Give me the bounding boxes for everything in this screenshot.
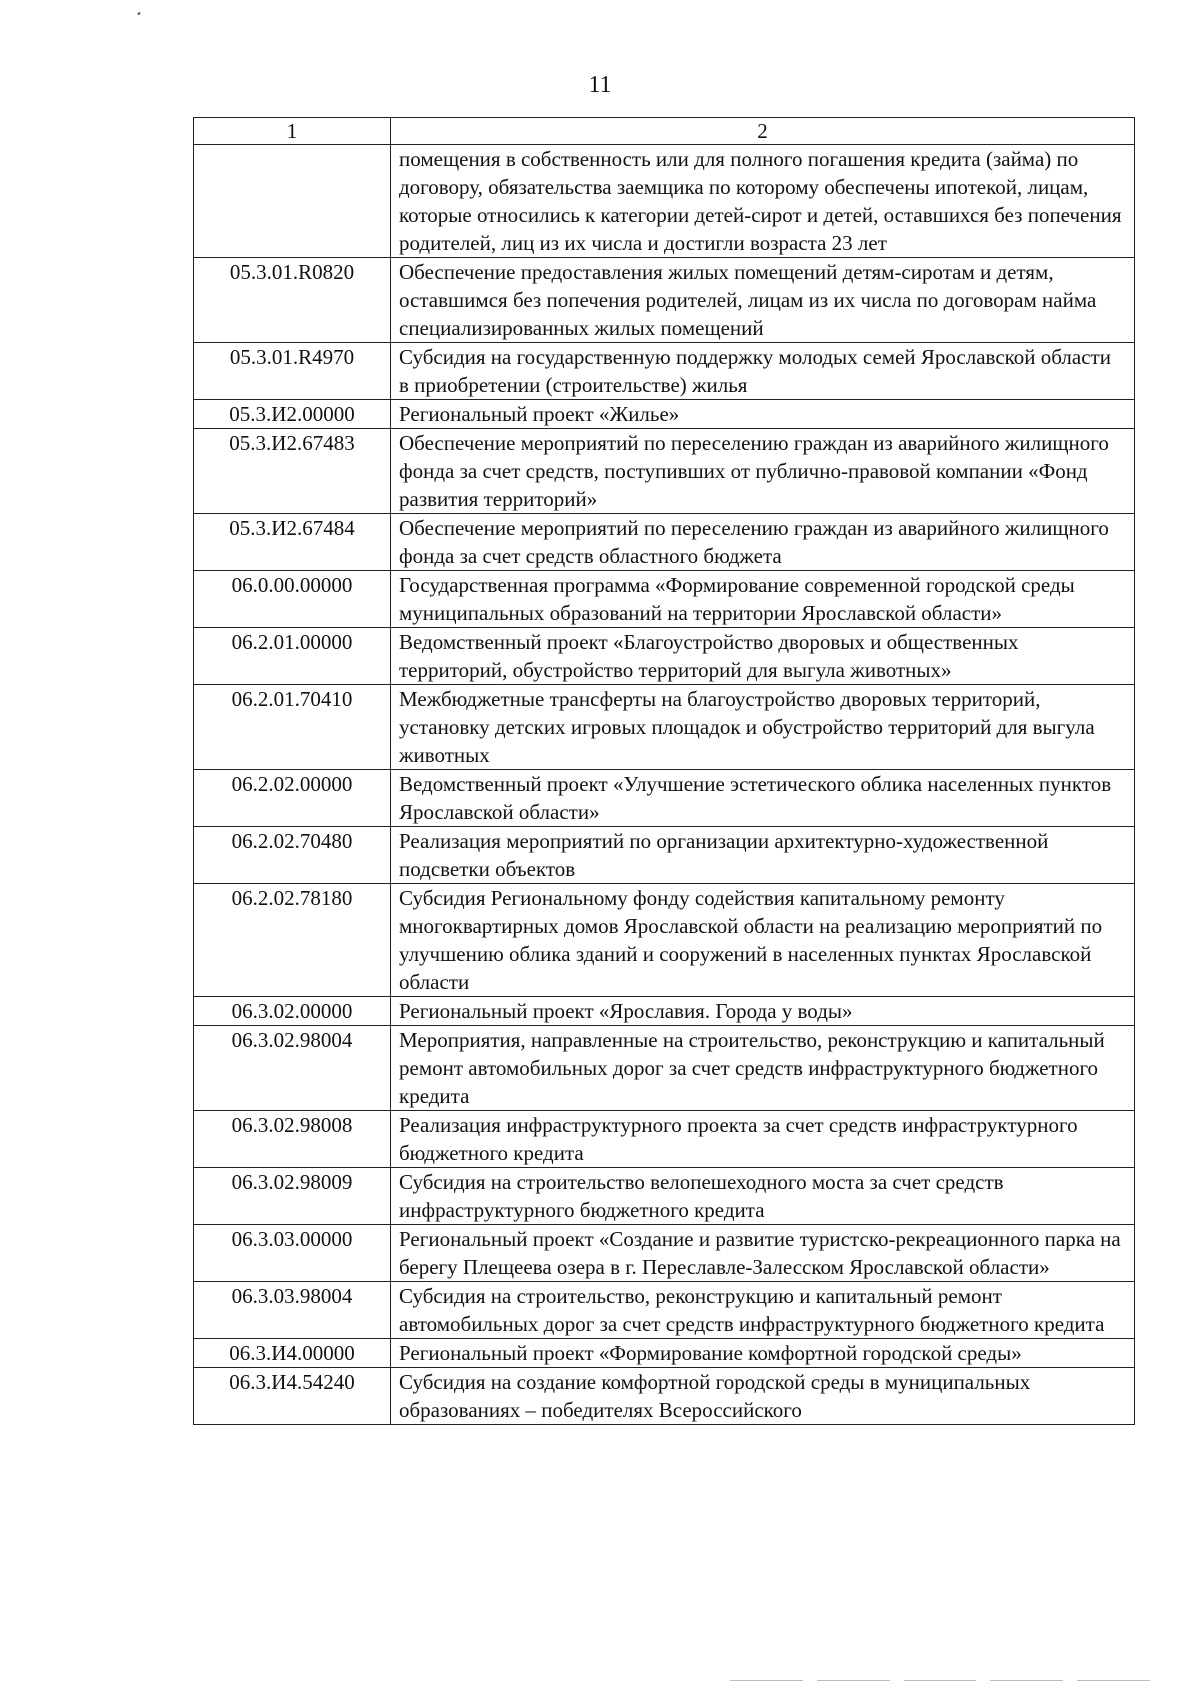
table-row <box>194 1368 1135 1425</box>
row-description: Обеспечение мероприятий по переселению граждан из аварийного жилищного фонда за счет средств, поступивших от публично-правовой компании «Фонд развития территорий» <box>391 429 1135 514</box>
row-description: Региональный проект «Ярославия. Города у воды» <box>391 997 1135 1026</box>
row-code: 05.3.01.R0820 <box>194 258 391 343</box>
row-description: Субсидия на строительство велопешеходного моста за счет средств инфраструктурного бюджетного кредита <box>391 1168 1135 1225</box>
row-code: 05.3.И2.67483 <box>194 429 391 514</box>
table-row <box>194 1339 1135 1368</box>
row-description: Мероприятия, направленные на строительство, реконструкцию и капитальный ремонт автомобильных дорог за счет средств инфраструктурного бюджетного кредита <box>391 1026 1135 1111</box>
row-code: 06.3.03.00000 <box>194 1225 391 1282</box>
table-row <box>194 258 1135 343</box>
row-description: Межбюджетные трансферты на благоустройство дворовых территорий, установку детских игровых площадок и обустройство территорий для выгула животных <box>391 685 1135 770</box>
table-row <box>194 1168 1135 1225</box>
table-row <box>194 514 1135 571</box>
table-row <box>194 571 1135 628</box>
row-code: 06.0.00.00000 <box>194 571 391 628</box>
table-row <box>194 400 1135 429</box>
row-code <box>194 145 391 258</box>
table-body <box>194 145 1135 1425</box>
row-description: Региональный проект «Создание и развитие туристско-рекреационного парка на берегу Плещеева озера в г. Переславле-Залесском Ярославской области» <box>391 1225 1135 1282</box>
row-code: 06.2.02.78180 <box>194 884 391 997</box>
table-row <box>194 1282 1135 1339</box>
row-code: 06.3.02.98008 <box>194 1111 391 1168</box>
row-code: 05.3.И2.00000 <box>194 400 391 429</box>
row-description: Реализация инфраструктурного проекта за счет средств инфраструктурного бюджетного кредита <box>391 1111 1135 1168</box>
row-description: Региональный проект «Формирование комфортной городской среды» <box>391 1339 1135 1368</box>
table-header-row <box>194 118 1135 145</box>
row-description: Субсидия на строительство, реконструкцию и капитальный ремонт автомобильных дорог за счет средств инфраструктурного бюджетного кредита <box>391 1282 1135 1339</box>
row-description: помещения в собственность или для полного погашения кредита (займа) по договору, обязательства заемщика по которому обеспечены ипотекой, лицам, которые относились к категории детей-сирот и детей, оставшихся без попечения родителей, лиц из их числа и достигли возраста 23 лет <box>391 145 1135 258</box>
budget-classification-table <box>193 117 1135 1425</box>
row-description: Субсидия Региональному фонду содействия капитальному ремонту многоквартирных домов Ярославской области на реализацию мероприятий по улучшению облика зданий и сооружений в населенных пунктах Ярославской области <box>391 884 1135 997</box>
row-description: Субсидия на государственную поддержку молодых семей Ярославской области в приобретении (строительстве) жилья <box>391 343 1135 400</box>
table-row <box>194 429 1135 514</box>
row-code: 06.3.И4.00000 <box>194 1339 391 1368</box>
table-row <box>194 770 1135 827</box>
row-description: Ведомственный проект «Улучшение эстетического облика населенных пунктов Ярославской области» <box>391 770 1135 827</box>
row-description: Ведомственный проект «Благоустройство дворовых и общественных территорий, обустройство территорий для выгула животных» <box>391 628 1135 685</box>
table-row <box>194 827 1135 884</box>
column-header-code: 1 <box>194 118 391 145</box>
table-row <box>194 628 1135 685</box>
row-code: 06.2.02.00000 <box>194 770 391 827</box>
row-code: 06.2.01.70410 <box>194 685 391 770</box>
row-code: 05.3.01.R4970 <box>194 343 391 400</box>
row-code: 06.2.01.00000 <box>194 628 391 685</box>
table-row <box>194 343 1135 400</box>
table-row <box>194 685 1135 770</box>
table-row <box>194 145 1135 258</box>
row-description: Субсидия на создание комфортной городской среды в муниципальных образованиях – победителях Всероссийского <box>391 1368 1135 1425</box>
table-row <box>194 884 1135 997</box>
row-code: 06.3.02.00000 <box>194 997 391 1026</box>
row-description: Реализация мероприятий по организации архитектурно-художественной подсветки объектов <box>391 827 1135 884</box>
row-description: Государственная программа «Формирование современной городской среды муниципальных образований на территории Ярославской области» <box>391 571 1135 628</box>
table-row <box>194 1111 1135 1168</box>
row-code: 06.3.02.98009 <box>194 1168 391 1225</box>
row-code: 06.3.И4.54240 <box>194 1368 391 1425</box>
column-header-name: 2 <box>391 118 1135 145</box>
row-code: 06.3.02.98004 <box>194 1026 391 1111</box>
row-description: Обеспечение предоставления жилых помещений детям-сиротам и детям, оставшимся без попечения родителей, лицам из их числа по договорам найма специализированных жилых помещений <box>391 258 1135 343</box>
table-row <box>194 1225 1135 1282</box>
row-description: Региональный проект «Жилье» <box>391 400 1135 429</box>
table-row <box>194 997 1135 1026</box>
row-code: 06.3.03.98004 <box>194 1282 391 1339</box>
page-number: 11 <box>588 72 612 98</box>
row-code: 05.3.И2.67484 <box>194 514 391 571</box>
row-code: 06.2.02.70480 <box>194 827 391 884</box>
scan-footer-marks <box>730 1680 1150 1682</box>
scan-speck <box>137 12 140 16</box>
table-row <box>194 1026 1135 1111</box>
row-description: Обеспечение мероприятий по переселению граждан из аварийного жилищного фонда за счет средств областного бюджета <box>391 514 1135 571</box>
